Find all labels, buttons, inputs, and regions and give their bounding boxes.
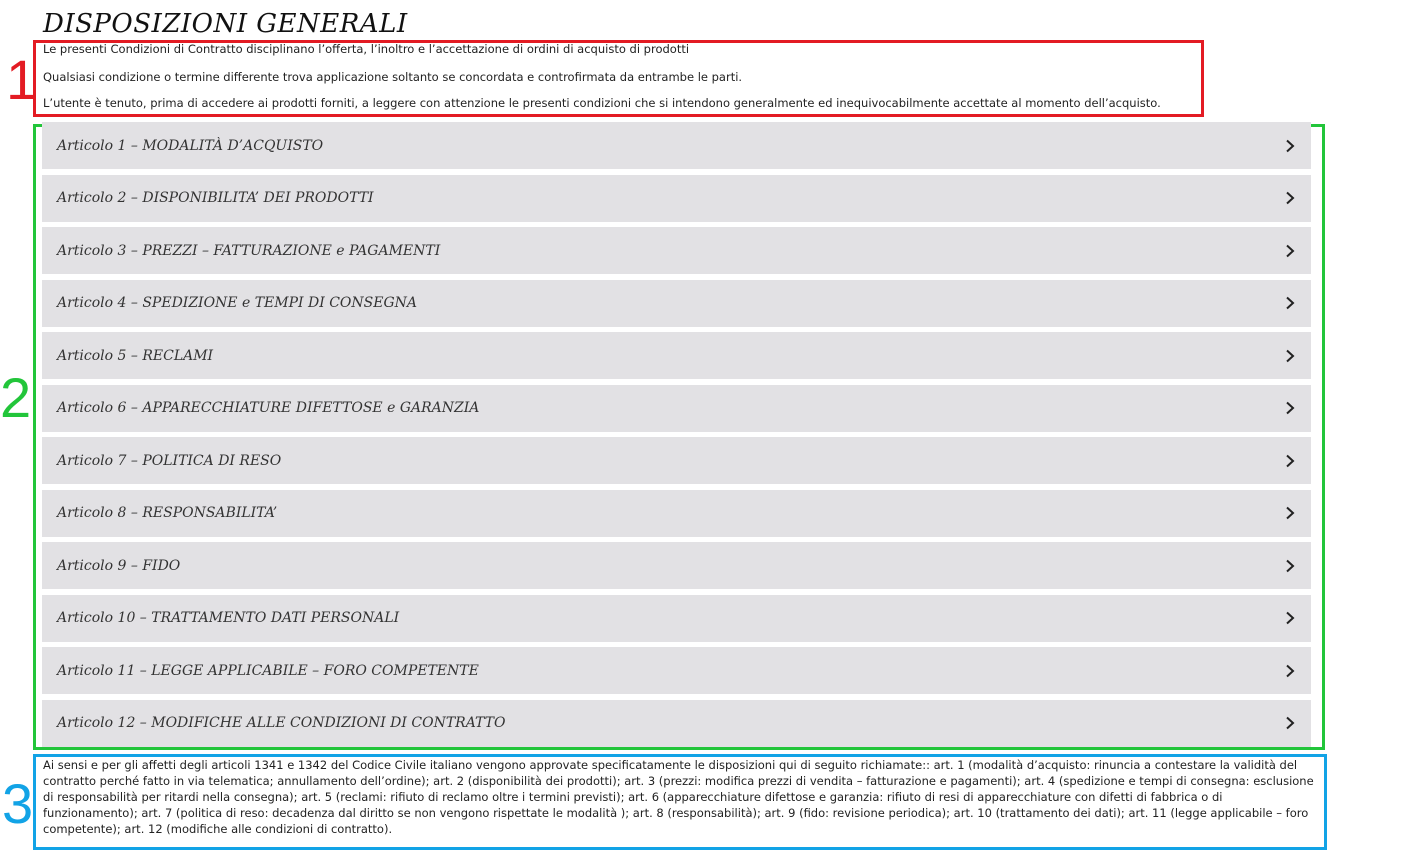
accordion-item-articolo-4[interactable] xyxy=(42,280,1311,327)
annotation-marker-1: 1 xyxy=(6,48,38,111)
accordion-item-label: Articolo 3 – PREZZI – FATTURAZIONE e PAGAMENTI xyxy=(57,242,441,259)
accordion-item-label: Articolo 7 – POLITICA DI RESO xyxy=(57,452,282,469)
chevron-right-icon xyxy=(1283,296,1297,310)
accordion-item-articolo-1[interactable] xyxy=(42,122,1311,169)
annotation-marker-3: 3 xyxy=(2,772,34,835)
accordion-item-label: Articolo 2 – DISPONIBILITA’ DEI PRODOTTI xyxy=(57,190,374,206)
chevron-right-icon xyxy=(1283,664,1297,678)
chevron-right-icon xyxy=(1283,611,1297,625)
accordion-item-label: Articolo 11 – LEGGE APPLICABILE – FORO COMPETENTE xyxy=(57,662,479,679)
chevron-right-icon xyxy=(1283,349,1297,363)
intro-paragraph: Le presenti Condizioni di Contratto disciplinano l’offerta, l’inoltro e l’accettazione di ordini di acquisto di prodotti xyxy=(43,42,690,56)
annotation-marker-2: 2 xyxy=(0,366,32,429)
intro-section xyxy=(43,41,1201,121)
chevron-right-icon xyxy=(1283,716,1297,730)
accordion-item-articolo-9[interactable] xyxy=(42,542,1311,589)
chevron-right-icon xyxy=(1283,191,1297,205)
intro-paragraph: L’utente è tenuto, prima di accedere ai prodotti forniti, a leggere con attenzione le presenti condizioni che si intendono generalmente ed inequivocabilmente accettate al momento dell’acquisto. xyxy=(43,96,1161,110)
accordion-item-label: Articolo 6 – APPARECCHIATURE DIFETTOSE e GARANZIA xyxy=(57,400,480,416)
accordion-item-label: Articolo 4 – SPEDIZIONE e TEMPI DI CONSEGNA xyxy=(57,295,418,311)
accordion-item-label: Articolo 12 – MODIFICHE ALLE CONDIZIONI DI CONTRATTO xyxy=(57,715,506,731)
chevron-right-icon xyxy=(1283,559,1297,573)
articles-accordion xyxy=(42,122,1311,752)
accordion-item-articolo-7[interactable] xyxy=(42,437,1311,484)
accordion-item-articolo-5[interactable] xyxy=(42,332,1311,379)
accordion-item-articolo-2[interactable] xyxy=(42,175,1311,222)
approval-clause-text: Ai sensi e per gli affetti degli articoli 1341 e 1342 del Codice Civile italiano vengono approvate specificatamente le disposizioni qui di seguito richiamate:: art. 1 (modalità d’acquisto: rinuncia a contestare la validità del contratto perché fatto in via telematica; annullamento dell’ordine); art. 2 (disponibilità dei prodotti); art. 3 (prezzi: modifica prezzi di vendita – fatturazione e pagamenti); art. 4 (spedizione e tempi di consegna: esclusione di responsabilità per ritardi nella consegna); art. 5 (reclami: rifiuto di reclamo oltre i termini previsti); art. 6 (apparecchiature difettose e garanzia: rifiuto di resi di apparecchiature con difetti di fabbrica o di funzionamento); art. 7 (politica di reso: decadenza dal diritto se non vengono rispettate le modalità ); art. 8 (responsabilità); art. 9 (fido: revisione periodica); art. 10 (trattamento dei dati); art. 11 (legge applicabile – foro competente); art. 12 (modifiche alle condizioni di contratto). xyxy=(43,758,1314,836)
accordion-item-articolo-10[interactable] xyxy=(42,595,1311,642)
chevron-right-icon xyxy=(1283,139,1297,153)
accordion-item-articolo-12[interactable] xyxy=(42,700,1311,747)
accordion-item-articolo-6[interactable] xyxy=(42,385,1311,432)
chevron-right-icon xyxy=(1283,401,1297,415)
accordion-item-label: Articolo 8 – RESPONSABILITA’ xyxy=(57,505,278,521)
accordion-item-label: Articolo 10 – TRATTAMENTO DATI PERSONALI xyxy=(57,610,400,626)
accordion-item-articolo-3[interactable] xyxy=(42,227,1311,274)
page-title: DISPOSIZIONI GENERALI xyxy=(43,9,408,39)
chevron-right-icon xyxy=(1283,454,1297,468)
accordion-item-label: Articolo 1 – MODALITÀ D’ACQUISTO xyxy=(57,137,324,154)
accordion-item-articolo-11[interactable] xyxy=(42,647,1311,694)
accordion-item-label: Articolo 9 – FIDO xyxy=(57,557,181,574)
accordion-item-label: Articolo 5 – RECLAMI xyxy=(57,347,214,364)
chevron-right-icon xyxy=(1283,244,1297,258)
accordion-item-articolo-8[interactable] xyxy=(42,490,1311,537)
chevron-right-icon xyxy=(1283,506,1297,520)
intro-paragraph: Qualsiasi condizione o termine differente trova applicazione soltanto se concordata e controfirmata da entrambe le parti. xyxy=(43,70,743,84)
